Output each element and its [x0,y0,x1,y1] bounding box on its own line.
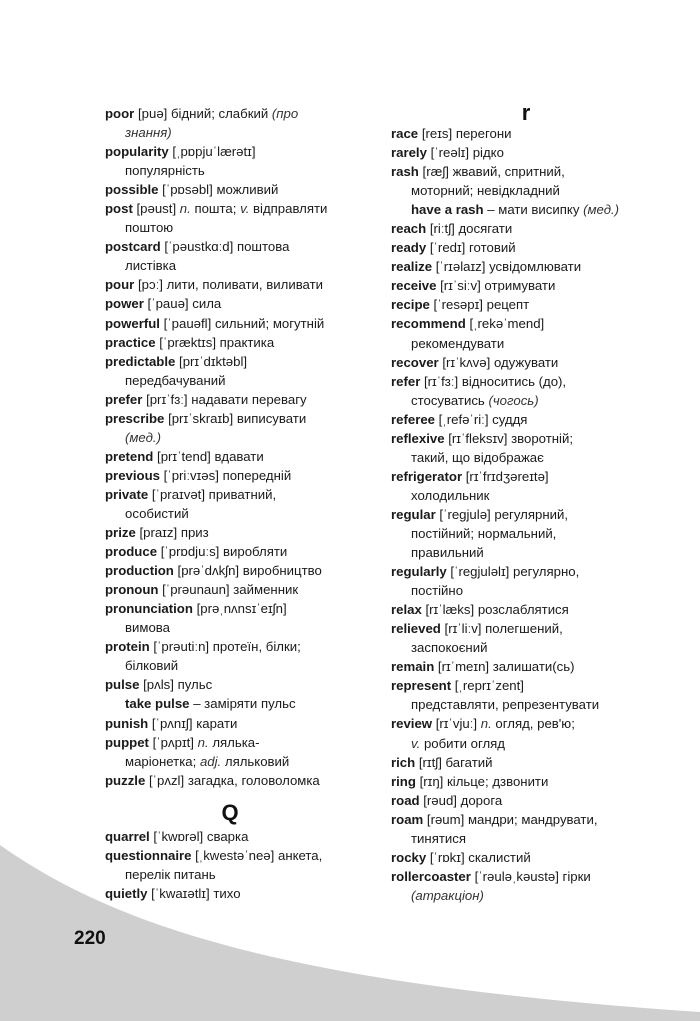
transcription: [pəust] [136,201,177,217]
translation: готовий [469,240,516,256]
dict-entry-pour [105,275,355,294]
dict-entry-remain [391,657,661,676]
headword: produce [105,544,158,560]
dict-entry-possible [105,180,355,199]
translation: загадка, головоломка [187,772,320,788]
translation: багатий [445,754,493,770]
phrase-translation: – заміряти пульс [193,696,296,712]
headword: rash [391,164,419,180]
dict-entry-postcard [105,237,355,256]
dict-entry-relieved [391,619,661,638]
translation: кільце; дзвонити [447,773,549,789]
translation: анкета, [277,847,323,863]
translation: бідний; слабкий [171,106,269,121]
headword: rich [391,754,416,770]
translation: скалистий [468,849,531,865]
headword: practice [105,334,156,350]
headword: previous [105,467,160,483]
translation-cont [391,734,661,753]
dict-entry-powerful [105,314,355,333]
translation: стосуватись [411,392,485,408]
translation: гірки [562,868,591,884]
usage-note: (про [271,106,299,121]
translation: приз [180,525,209,541]
translation: регулярний, [494,506,569,522]
transcription: [ˈpauəfl] [163,315,212,331]
headword: represent [391,678,452,694]
section-letter-r: r [521,100,531,125]
dict-entry-roam [391,810,661,829]
translation: пошта; [194,201,237,217]
translation: надавати перевагу [191,391,307,407]
headword: recommend [391,316,466,332]
dict-entry-refer [391,372,661,391]
headword: rarely [391,145,427,161]
usage-note: (атракціон) [411,887,484,903]
headword: refrigerator [391,468,463,484]
transcription: [ˈpʌnɪʃ] [151,715,193,731]
transcription: [ˌreprɪˈzent] [454,678,524,694]
dict-entry-rollercoaster [391,867,661,886]
headword: puppet [105,734,149,750]
dict-entry-pronoun [105,580,355,599]
dict-entry-prefer [105,390,355,409]
translation: маріонетка; [125,753,197,769]
headword: quarrel [105,828,150,844]
transcription: [ˈkwɒrəl] [153,828,204,844]
translation: передбачуваний [125,372,226,388]
translation: полегшений, [485,621,563,637]
dict-entry-questionnaire [105,846,355,865]
usage-note-cont: знання) [125,125,172,141]
dict-entry-regular [391,505,661,524]
translation-cont: особистий [125,505,189,521]
transcription: [ˈregjuləlɪ] [450,564,510,580]
translation: дорога [460,792,503,808]
translation: рекомендувати [411,335,505,351]
transcription: [ˈrəuləˌkəustə] [474,868,559,884]
transcription: [ˈregjulə] [439,506,491,522]
part-of-speech: n. [179,201,191,217]
dict-entry-receive [391,276,661,295]
transcription: [prɪˈdɪktəbl] [179,353,248,369]
translation: практика [219,334,275,350]
headword: punish [105,715,149,731]
translation-cont: такий, що відображає [411,449,544,465]
dict-entry-relax [391,600,661,619]
dict-entry-reflexive [391,429,661,448]
dict-entry-punish [105,714,355,733]
transcription: [prɪˈskraɪb] [168,410,234,426]
dict-entry-refrigerator [391,467,661,486]
headword: relieved [391,621,441,637]
headword: postcard [105,239,161,255]
dict-entry-poor [105,104,355,123]
phrase-headword: take pulse [125,696,190,712]
translation: виробництво [242,563,322,579]
dict-entry-previous [105,466,355,485]
transcription: [rɪˈfɜː] [424,373,459,389]
transcription: [riːtʃ] [429,221,455,237]
transcription: [ˈpəustkɑːd] [164,239,234,255]
translation: зворотній; [511,430,573,446]
translation: лити, поливати, виливати [166,277,323,293]
headword: reach [391,221,427,237]
translation: холодильник [411,487,490,503]
headword: road [391,792,420,808]
transcription: [ˈprɒdjuːs] [160,544,220,560]
dict-entry-recommend [391,314,661,333]
headword: race [391,126,419,141]
translation: ляльковий [224,753,290,769]
headword: rocky [391,849,427,865]
headword: refer [391,373,421,389]
translation: перегони [455,126,512,141]
headword: poor [105,106,135,121]
translation: займенник [233,582,299,598]
translation-cont: заспокоєний [411,640,488,656]
headword: recipe [391,297,430,313]
part-of-speech: n. [197,734,209,750]
transcription: [prəˈdʌkʃn] [177,563,240,579]
dict-entry-review [391,714,661,733]
transcription: [rɪˈfrɪdʒəreɪtə] [465,468,549,484]
translation: вимова [125,620,170,636]
transcription: [rɪˈliːv] [444,621,482,637]
headword: prefer [105,391,143,407]
phrase-take-pulse [105,694,355,713]
translation: огляд, рев'ю; [495,716,575,732]
section-letter-q: Q [221,799,239,825]
translation-cont: поштою [125,220,174,236]
dict-entry-pronunciation [105,599,355,618]
part-of-speech: adj. [199,753,222,769]
headword: questionnaire [105,847,192,863]
transcription: [rɪˈvjuː] [435,716,478,732]
transcription: [rəud] [423,792,457,808]
translation: тихо [213,885,241,901]
dict-entry-puppet [105,733,355,752]
headword: protein [105,639,150,655]
headword: recover [391,354,439,370]
translation-cont: перелік питань [125,866,216,882]
transcription: [ˈprəunaun] [162,582,230,598]
usage-note: (чогось) [488,392,539,408]
transcription: [rɪˈsiːv] [440,278,481,294]
headword: review [391,716,433,732]
translation-cont: постійно [411,583,464,599]
transcription: [rɪˈkʌvə] [442,354,491,370]
headword: private [105,486,149,502]
transcription: [ˌrekəˈmend] [469,316,545,332]
dict-entry-represent [391,676,661,695]
part-of-speech: v. [411,735,421,751]
dict-entry-protein [105,637,355,656]
transcription: [ˌkwestəˈneə] [195,847,275,863]
transcription: [praɪz] [139,525,178,541]
part-of-speech: n. [480,716,492,732]
headword: realize [391,259,433,275]
translation: усвідомлювати [489,259,582,275]
dict-entry-ready [391,238,661,257]
translation: мандри; мандрувати, [467,811,598,827]
transcription: [rəum] [426,811,465,827]
translation: відноситись (до), [461,373,567,389]
transcription: [ˈresəpɪ] [433,297,483,313]
headword: reflexive [391,430,445,446]
dict-entry-ring [391,772,661,791]
translation: сильний; могутній [214,315,325,331]
translation: залишати(сь) [492,659,575,675]
transcription: [prɪˈfɜː] [146,391,188,407]
translation-cont [391,391,661,410]
headword: pour [105,277,135,293]
left-column [105,104,355,903]
dict-entry-rocky [391,848,661,867]
translation-cont: білковий [125,658,179,674]
transcription: [ˈpræktɪs] [159,334,216,350]
transcription: [ˈkwaɪətlɪ] [151,885,210,901]
headword: popularity [105,144,169,160]
transcription: [ˌpɒpjuˈlærətɪ] [172,144,256,160]
translation: карати [196,715,238,731]
transcription: [ˈreəlɪ] [430,145,470,161]
translation: популярність [125,163,205,179]
headword: pronoun [105,582,159,598]
translation: одужувати [493,354,559,370]
translation-cont: постійний; нормальний, [411,525,557,541]
headword: pronunciation [105,601,193,617]
transcription: [ˈrɒkɪ] [429,849,465,865]
translation: жвавий, спритний, [452,164,565,180]
translation: можливий [216,182,279,198]
part-of-speech: v. [240,201,250,217]
dict-entry-quietly [105,884,355,903]
transcription: [reɪs] [421,126,453,141]
headword: quietly [105,885,148,901]
headword: regularly [391,564,447,580]
transcription: [ˈpʌzl] [148,772,185,788]
transcription: [ˈpriːvɪəs] [163,467,219,483]
translation-cont [105,752,355,771]
dict-entry-recover [391,353,661,372]
headword: puzzle [105,772,146,788]
transcription: [pɔː] [137,277,163,293]
dict-entry-race [391,124,661,143]
dict-entry-power [105,294,355,313]
transcription: [ˌrefəˈriː] [438,411,489,427]
transcription: [prɪˈtend] [157,448,211,464]
dict-entry-private [105,485,355,504]
right-column [391,100,661,905]
headword: remain [391,659,435,675]
translation: суддя [492,411,528,427]
dict-entry-pretend [105,447,355,466]
translation: попередній [222,467,292,483]
dict-entry-post [105,199,355,218]
dict-entry-predictable [105,352,355,371]
translation-cont: листівка [125,258,177,274]
headword: referee [391,411,435,427]
dict-entry-rich [391,753,661,772]
dict-entry-prize [105,523,355,542]
transcription: [rɪtʃ] [418,754,442,770]
transcription: [ˈrɪəlaɪz] [435,259,486,275]
translation: представляти, репрезентувати [411,697,600,713]
translation: регулярно, [513,564,580,580]
dict-entry-practice [105,333,355,352]
headword: possible [105,182,159,198]
transcription: [ˈpʌpɪt] [152,734,194,750]
translation: вдавати [214,448,264,464]
transcription: [ˈpɒsəbl] [162,182,213,198]
transcription: [rɪˈlæks] [425,602,475,618]
dict-entry-produce [105,542,355,561]
transcription: [ˈpraɪvət] [151,486,205,502]
transcription: [prəˌnʌnsɪˈeɪʃn] [196,601,287,617]
headword: rollercoaster [391,868,471,884]
headword: relax [391,602,422,618]
transcription: [ræʃ] [422,164,449,180]
translation: розслаблятися [477,602,569,618]
dict-entry-reach [391,219,661,238]
translation: лялька- [212,734,260,750]
dict-entry-referee [391,410,661,429]
transcription: [rɪˈmeɪn] [437,659,490,675]
transcription: [puə] [137,106,168,121]
dict-entry-rarely [391,143,661,162]
dict-entry-quarrel [105,827,355,846]
headword: ready [391,240,427,256]
translation: протеїн, білки; [212,639,301,655]
translation: виробляти [223,544,288,560]
translation-cont: правильний [411,545,484,561]
dict-entry-prescribe [105,409,355,428]
headword: receive [391,278,437,294]
transcription: [ˈredɪ] [429,240,466,256]
translation: сварка [206,828,249,844]
headword: production [105,563,174,579]
dict-entry-puzzle [105,771,355,790]
dict-entry-realize [391,257,661,276]
translation: рецепт [486,297,530,313]
dict-entry-recipe [391,295,661,314]
page-number: 220 [74,928,106,949]
translation: робити огляд [423,735,505,751]
headword: prescribe [105,410,165,426]
phrase-headword: have a rash [411,202,484,218]
transcription: [rɪŋ] [419,773,444,789]
dict-entry-pulse [105,675,355,694]
translation-cont: тинятися [411,830,466,846]
translation: виписувати [236,410,307,426]
dict-entry-rash [391,162,661,181]
translation-cont: моторний; невідкладний [411,183,560,199]
phrase-have-a-rash [391,200,661,219]
transcription: [ˈpauə] [147,296,189,312]
headword: predictable [105,353,176,369]
dict-entry-regularly [391,562,661,581]
headword: roam [391,811,424,827]
usage-note: (мед.) [125,429,161,445]
translation: приватний, [208,486,277,502]
dict-entry-road [391,791,661,810]
headword: power [105,296,144,312]
dict-entry-popularity [105,142,355,161]
headword: pretend [105,448,154,464]
headword: powerful [105,315,160,331]
headword: ring [391,773,416,789]
usage-note: (мед.) [583,202,620,218]
translation: сила [192,296,222,312]
phrase-translation: – мати висипку [487,202,580,218]
headword: prize [105,525,136,541]
dict-entry-production [105,561,355,580]
translation: досягати [458,221,513,237]
headword: post [105,201,133,217]
transcription: [pʌls] [143,677,174,693]
headword: pulse [105,677,140,693]
translation: рідко [472,145,504,161]
translation: поштова [236,239,290,255]
transcription: [ˈprəutiːn] [153,639,210,655]
transcription: [rɪˈfleksɪv] [448,430,508,446]
translation: відправляти [253,201,328,217]
translation: пульс [177,677,213,693]
headword: regular [391,506,436,522]
translation: отримувати [484,278,556,294]
